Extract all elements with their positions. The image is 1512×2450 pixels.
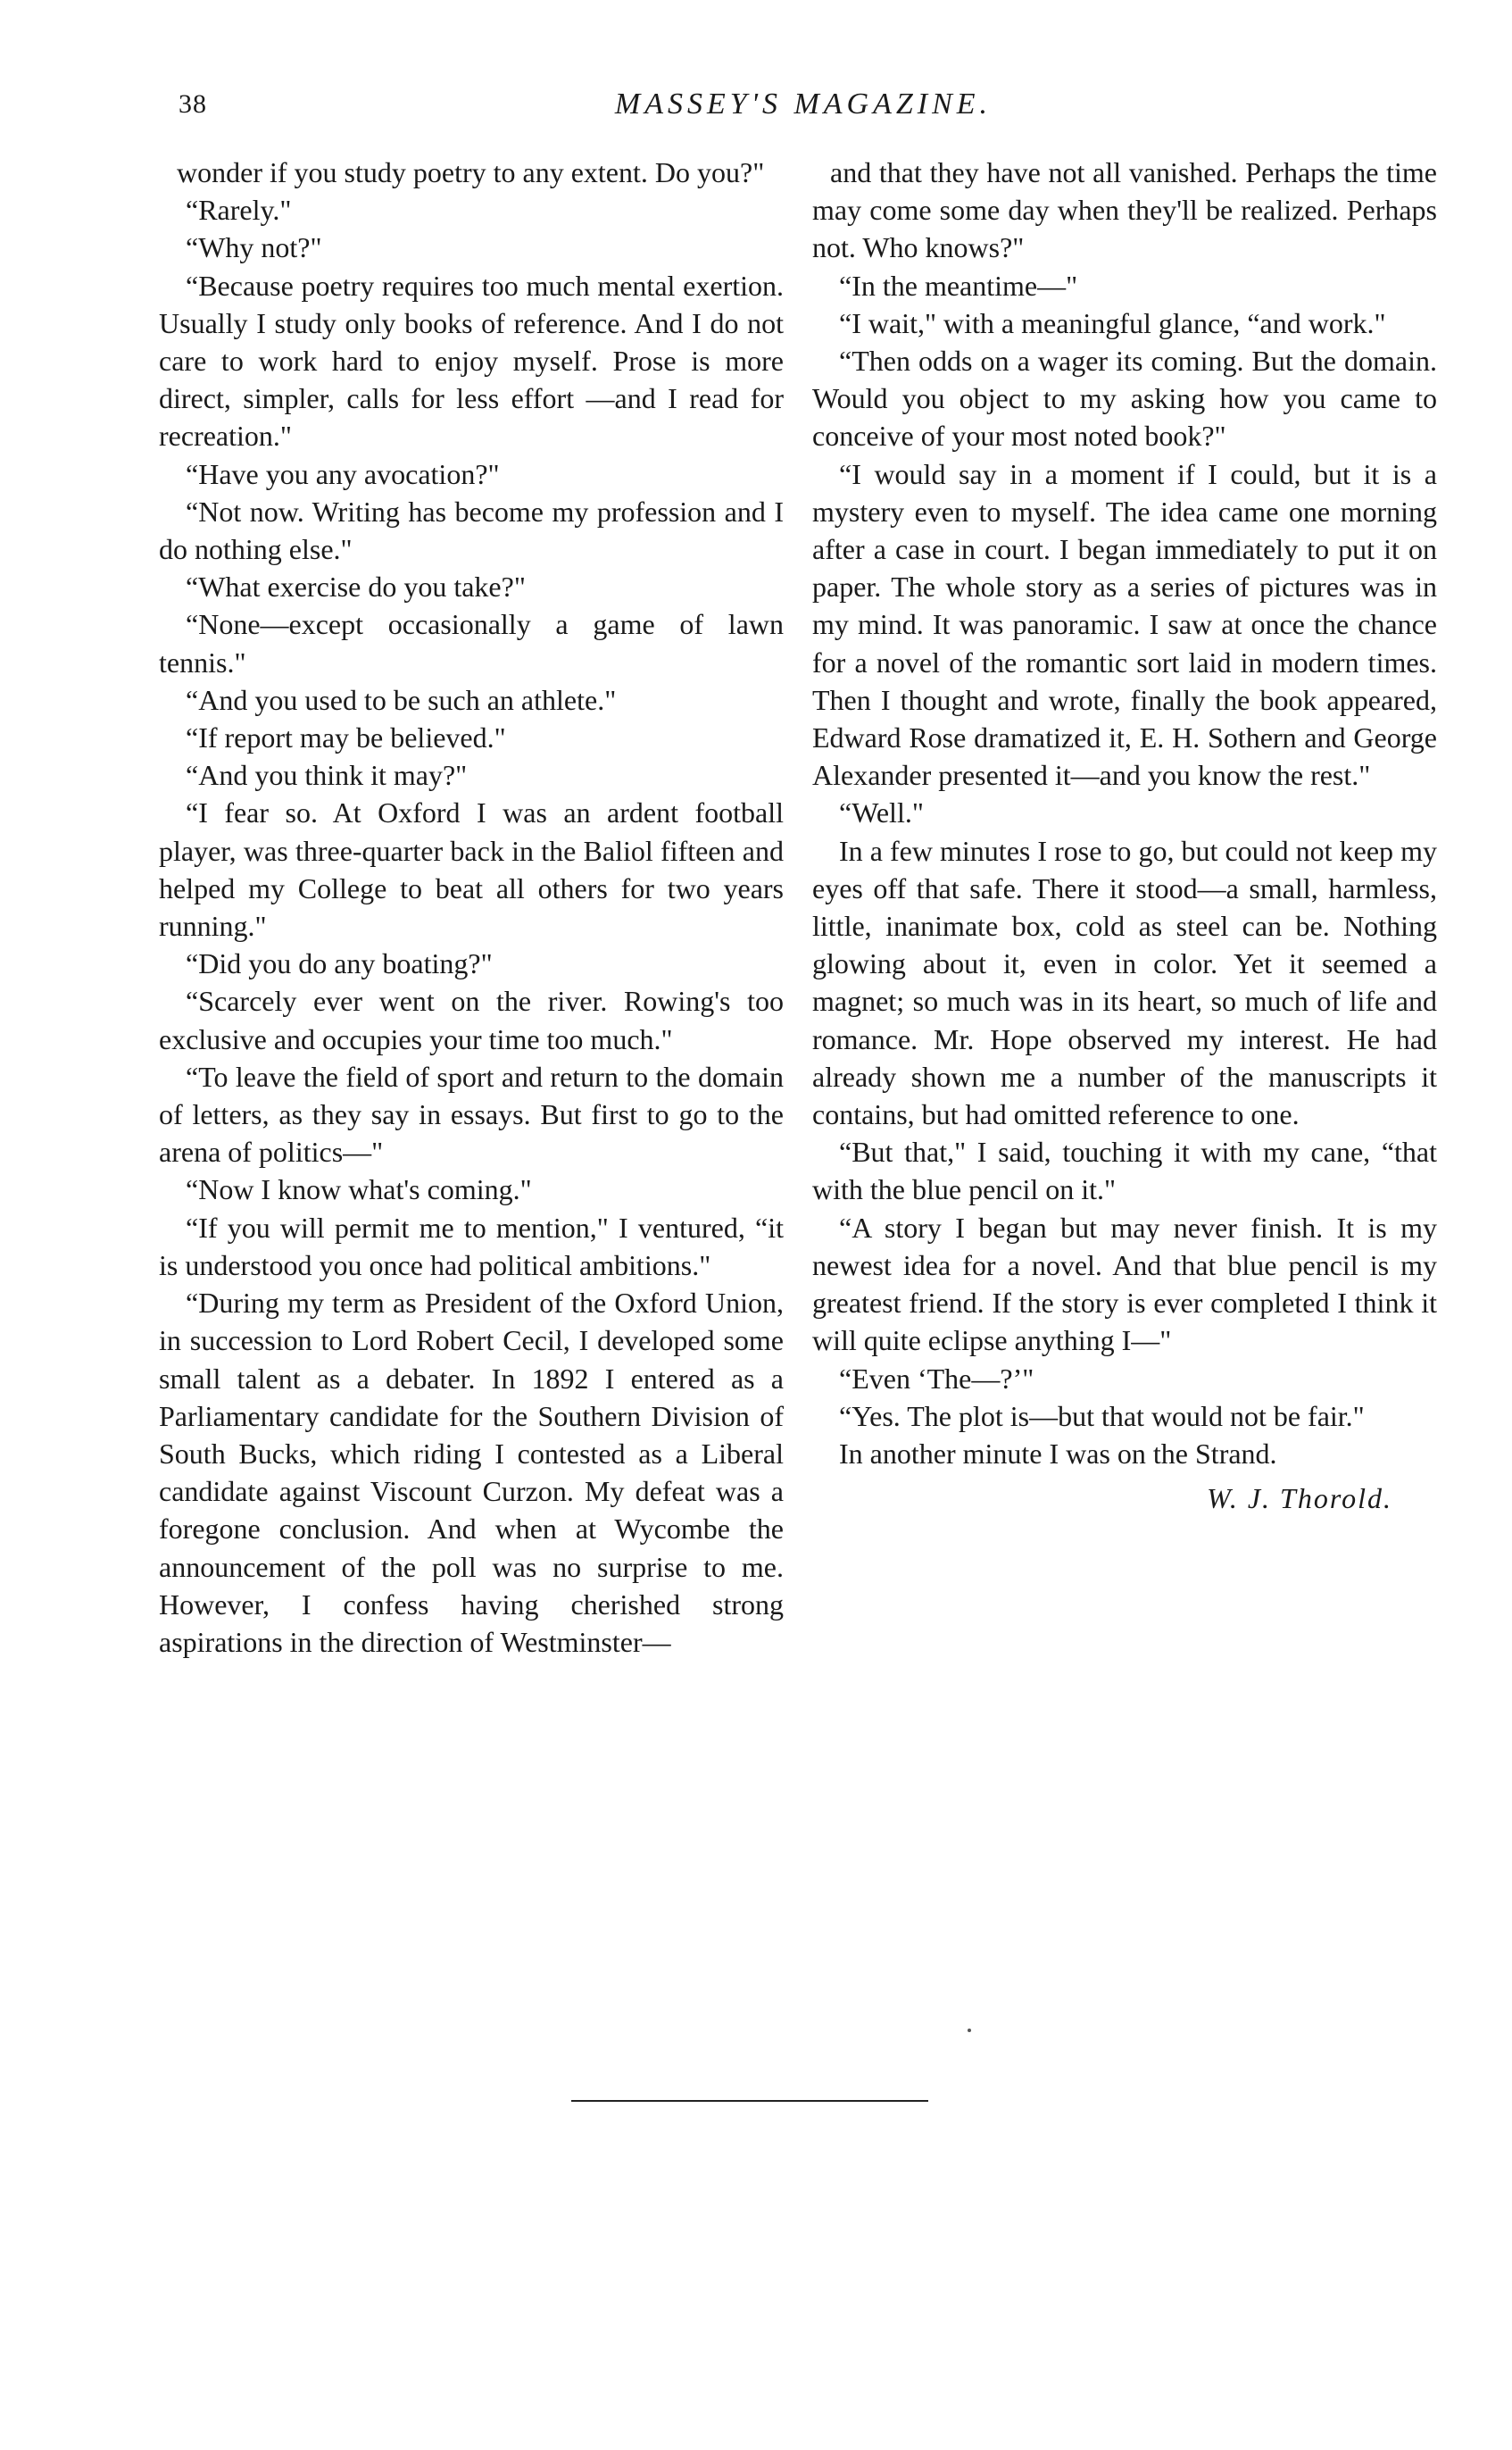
page-number: 38 — [179, 89, 207, 119]
paragraph: “Why not?" — [186, 231, 322, 264]
author-signature: W. J. Thorold. — [1207, 1482, 1392, 1515]
paragraph: “Because poetry requires too much mental exertion. Usually I study only books of reference. And I do not care to work hard to enjoy myself. Prose is more direct, simpler, calls for less effort —and I read for recreation." — [159, 269, 784, 453]
paragraph: “I would say in a moment if I could, but it is a mystery even to myself. The idea came one morning after a case in court. I began immediately to put it on paper. The whole story as a series of pictures was in my mind. It was panoramic. I saw at once the chance for a novel of the romantic sort laid in modern times. Then I thought and wrote, finally the book appeared, Edward Rose dramatized it, E. H. Sothern and George Alexander presented it—and you know the rest." — [812, 457, 1437, 792]
paragraph: “I fear so. At Oxford I was an ardent football player, was three-quarter back in the Baliol fifteen and helped my College to beat all others for two years running." — [159, 796, 784, 943]
paragraph: wonder if you study poetry to any extent. Do you?" — [177, 156, 765, 188]
paragraph: “I wait," with a meaningful glance, “and work." — [839, 306, 1386, 339]
paragraph: “During my term as President of the Oxford Union, in succession to Lord Robert Cecil, I developed some small talent as a debater. In 1892 I entered as a Parliamentary candidate for the Southern Division of South Bucks, which riding I contested as a Liberal candidate against Viscount Curzon. My defeat was a foregone conclusion. And when at Wycombe the announcement of the poll was no surprise to me. However, I confess having cherished strong aspirations in the direction of Westminster— — [159, 1287, 784, 1658]
right-column — [812, 154, 1437, 1517]
paragraph: “Rarely." — [186, 194, 292, 227]
paragraph: “Even ‘The—?’" — [839, 1362, 1034, 1395]
running-title: MASSEY'S MAGAZINE. — [614, 88, 993, 121]
closing-rule — [571, 2100, 928, 2102]
paragraph: “What exercise do you take?" — [186, 571, 526, 604]
paragraph: “Now I know what's coming." — [186, 1173, 532, 1206]
paragraph: “If you will permit me to mention," I ventured, “it is understood you once had political ambitions." — [159, 1211, 784, 1281]
paragraph: “Then odds on a wager its coming. But the domain. Would you object to my asking how you came to conceive of your most noted book?" — [812, 345, 1437, 453]
paragraph: In another minute I was on the Strand. — [839, 1437, 1277, 1470]
paragraph: “To leave the field of sport and return to the domain of letters, as they say in essays. But first to go to the arena of politics—" — [159, 1060, 784, 1169]
paragraph: “Have you any avocation?" — [186, 457, 500, 490]
left-column — [159, 154, 784, 1661]
paragraph: “A story I began but may never finish. It is my newest idea for a novel. And that blue pencil is my greatest friend. If the story is ever completed I think it will quite eclipse anything I—" — [812, 1211, 1437, 1357]
paragraph: and that they have not all vanished. Perhaps the time may come some day when they'll be realized. Perhaps not. Who knows?" — [812, 156, 1437, 264]
paragraph: In a few minutes I rose to go, but could not keep my eyes off that safe. There it stood—a small, harmless, little, inanimate box, cold as steel can be. Nothing glowing about it, even in color. Yet it seemed a magnet; so much was in its heart, so much of life and romance. Mr. Hope observed my interest. He had already shown me a number of the manuscripts it contains, but had omitted reference to one. — [812, 834, 1437, 1131]
paragraph: “Did you do any boating?" — [186, 947, 493, 980]
paragraph: “In the meantime—" — [839, 269, 1078, 302]
paragraph: “Not now. Writing has become my profession and I do nothing else." — [159, 495, 784, 566]
paragraph: “Well." — [839, 796, 924, 829]
paragraph: “And you used to be such an athlete." — [186, 683, 617, 716]
ink-speck — [968, 2029, 971, 2032]
paragraph: “Yes. The plot is—but that would not be fair." — [839, 1399, 1365, 1432]
paragraph: “None—except occasionally a game of lawn tennis." — [159, 608, 784, 679]
paragraph: “But that," I said, touching it with my cane, “that with the blue pencil on it." — [812, 1136, 1437, 1206]
paragraph: “Scarcely ever went on the river. Rowing's too exclusive and occupies your time too much." — [159, 985, 784, 1055]
paragraph: “And you think it may?" — [186, 759, 468, 792]
paragraph: “If report may be believed." — [186, 721, 506, 754]
